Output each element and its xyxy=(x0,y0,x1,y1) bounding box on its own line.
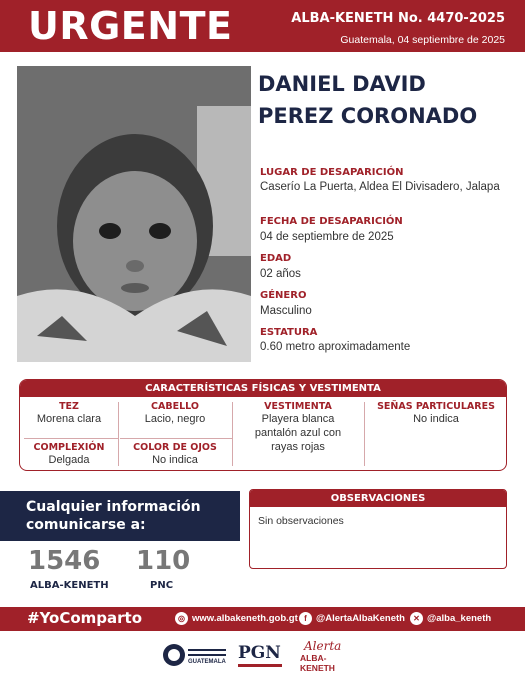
pgn-logo xyxy=(236,639,286,673)
complexion-value: Delgada xyxy=(48,454,90,466)
vestimenta-cell xyxy=(232,401,364,454)
vestimenta-line3: rayas rojas xyxy=(271,441,325,453)
footer-bar xyxy=(0,607,525,631)
tez-label: TEZ xyxy=(59,401,79,412)
cabello-value: Lacio, negro xyxy=(144,413,206,425)
globe-icon: ◎ xyxy=(175,612,188,625)
alerta-logo xyxy=(296,639,356,673)
pgn-swoosh xyxy=(238,664,282,667)
edad-label: EDAD xyxy=(260,253,292,264)
complexion-label: COMPLEXIÓN xyxy=(33,442,105,453)
senas-label: SEÑAS PARTICULARES xyxy=(377,401,495,412)
header-bar xyxy=(0,0,525,52)
missing-child-photo xyxy=(17,66,251,362)
facebook-icon: f xyxy=(299,612,312,625)
alerta-text: Alerta xyxy=(304,639,342,653)
vestimenta-label: VESTIMENTA xyxy=(264,401,332,412)
genero-value: Masculino xyxy=(260,305,312,317)
cabello-label: CABELLO xyxy=(151,401,199,412)
guatemala-text: GUATEMALA xyxy=(188,659,226,665)
ojos-value: No indica xyxy=(152,454,198,466)
estatura-value: 0.60 metro aproximadamente xyxy=(260,341,411,353)
observations-box xyxy=(249,489,507,569)
tez-cell xyxy=(20,401,118,426)
header-date: Guatemala, 04 septiembre de 2025 xyxy=(340,34,505,46)
tez-value: Morena clara xyxy=(36,413,102,425)
fecha-label: FECHA DE DESAPARICIÓN xyxy=(260,216,403,227)
person-name-first: DANIEL DAVID xyxy=(258,72,426,96)
urgent-title: URGENTE xyxy=(28,4,233,48)
complexion-cell xyxy=(20,442,118,467)
observations-title: OBSERVACIONES xyxy=(250,490,506,507)
senas-cell xyxy=(364,401,507,426)
ojos-cell xyxy=(118,442,232,467)
divider xyxy=(120,438,232,439)
lugar-value: Caserío La Puerta, Aldea El Divisadero, Jalapa xyxy=(260,181,500,193)
divider xyxy=(24,438,118,439)
contact-banner xyxy=(0,491,240,541)
vestimenta-line2: pantalón azul con xyxy=(254,427,342,439)
phone-number-pnc[interactable]: 110 xyxy=(136,546,191,576)
fecha-value: 04 de septiembre de 2025 xyxy=(260,231,394,243)
estatura-label: ESTATURA xyxy=(260,327,318,338)
vestimenta-line1: Playera blanca xyxy=(261,413,335,425)
web-text: www.albakeneth.gob.gt xyxy=(192,613,298,624)
characteristics-title: CARACTERÍSTICAS FÍSICAS Y VESTIMENTA xyxy=(20,380,506,397)
x-link[interactable] xyxy=(410,612,491,625)
edad-value: 02 años xyxy=(260,268,301,280)
ojos-label: COLOR DE OJOS xyxy=(133,442,217,453)
pgn-text: PGN xyxy=(238,643,281,663)
alerta-name: ALBA-KENETH xyxy=(300,653,335,673)
lugar-label: LUGAR DE DESAPARICIÓN xyxy=(260,167,404,178)
web-link[interactable] xyxy=(175,612,298,625)
genero-label: GÉNERO xyxy=(260,290,307,301)
phone-label-pnc: PNC xyxy=(150,580,174,591)
senas-value: No indica xyxy=(413,413,459,425)
phone-label-alba: ALBA-KENETH xyxy=(30,580,109,591)
x-text: @alba_keneth xyxy=(427,613,492,624)
x-icon: ✕ xyxy=(410,612,423,625)
facebook-link[interactable] xyxy=(299,612,405,625)
hashtag: #YoComparto xyxy=(27,609,143,627)
phone-number-alba[interactable]: 1546 xyxy=(28,546,101,576)
contact-line1: Cualquier información xyxy=(26,499,201,515)
person-name-last: PEREZ CORONADO xyxy=(258,104,478,128)
cabello-cell xyxy=(118,401,232,426)
guatemala-logo xyxy=(162,639,228,673)
characteristics-box xyxy=(19,379,507,471)
facebook-text: @AlertaAlbaKeneth xyxy=(316,613,405,624)
case-number: ALBA-KENETH No. 4470-2025 xyxy=(291,11,505,26)
observations-text: Sin observaciones xyxy=(258,515,344,527)
contact-line2: comunicarse a: xyxy=(26,517,146,533)
